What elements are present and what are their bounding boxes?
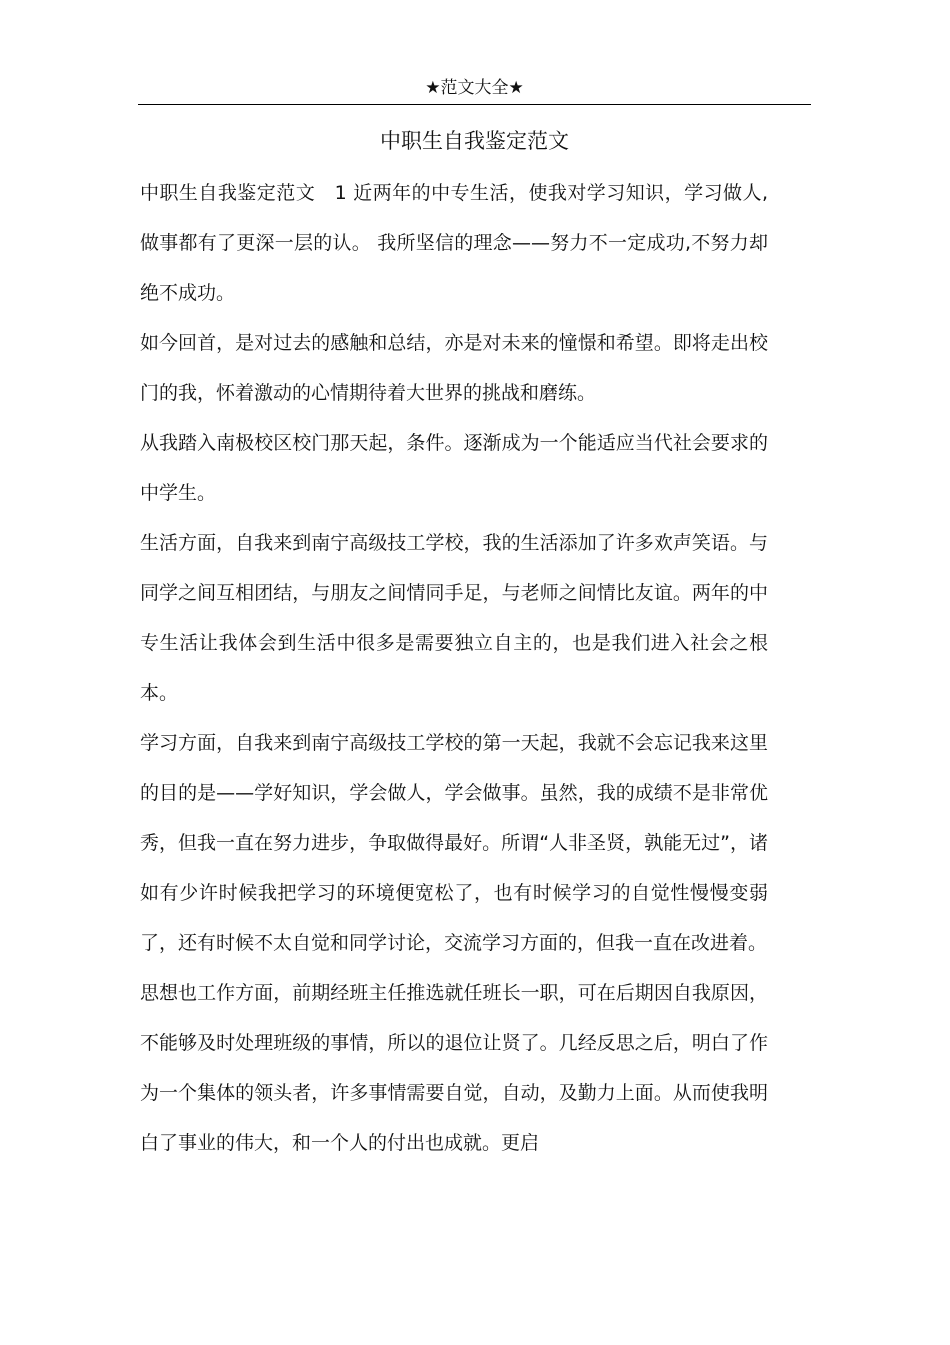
paragraph-1: 中职生自我鉴定范文 1 近两年的中专生活，使我对学习知识，学习做人, 做事都有了更深一层的认。 我所坚信的理念——努力不一定成功,不努力却绝不成功。 <box>140 182 775 304</box>
document-title: 中职生自我鉴定范文 <box>380 129 569 153</box>
document-body <box>140 168 775 1168</box>
paragraph-2: 如今回首，是对过去的感触和总结，亦是对未来的憧憬和希望。即将走出校门的我，怀着激动的心情期待着大世界的挑战和磨练。 <box>140 332 768 404</box>
paragraph-5: 学习方面，自我来到南宁高级技工学校的第一天起，我就不会忘记我来这里的目的是——学好知识，学会做人，学会做事。虽然，我的成绩不是非常优秀，但我一直在努力进步，争取做得最好。所谓“人非圣贤，孰能无过”，诸如有少许时候我把学习的环境便宽松了，也有时候学习的自觉性慢慢变弱了，还有时候不太自觉和同学讨论，交流学习方面的，但我一直在改进着。 <box>140 732 768 954</box>
paragraph-6: 思想也工作方面，前期经班主任推选就任班长一职，可在后期因自我原因，不能够及时处理班级的事情，所以的退位让贤了。几经反思之后，明白了作为一个集体的领头者，许多事情需要自觉，自动，及勤力上面。从而使我明白了事业的伟大，和一个人的付出也成就。更启 <box>140 982 768 1154</box>
paragraph-3: 从我踏入南极校区校门那天起，条件。逐渐成为一个能适应当代社会要求的中学生。 <box>140 432 768 504</box>
header-divider <box>138 104 811 105</box>
running-header: ★范文大全★ <box>425 78 524 98</box>
paragraph-4: 生活方面，自我来到南宁高级技工学校，我的生活添加了许多欢声笑语。与同学之间互相团结，与朋友之间情同手足，与老师之间情比友谊。两年的中专生活让我体会到生活中很多是需要独立自主的，也是我们进入社会之根本。 <box>140 532 768 704</box>
